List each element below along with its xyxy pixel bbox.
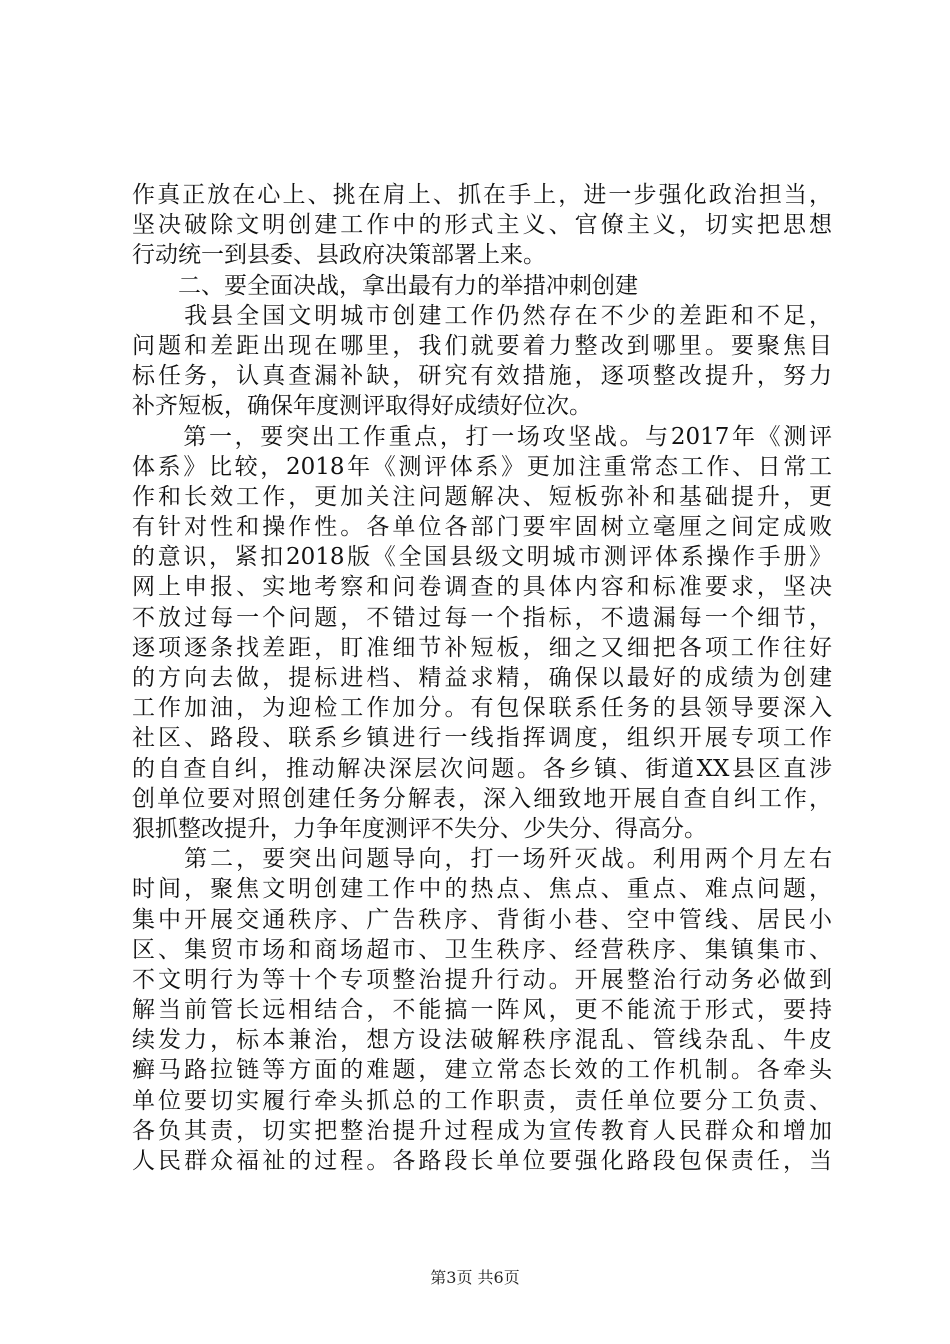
text-line: 人民群众福祉的过程。各路段长单位要强化路段包保责任，当 <box>132 1148 832 1174</box>
text-line: 时间，聚焦文明创建工作中的热点、焦点、重点、难点问题， <box>132 876 832 903</box>
text-line: 的方向去做，提标进档、精益求精，确保以最好的成绩为创建 <box>132 665 832 691</box>
text-line: 坚决破除文明创建工作中的形式主义、官僚主义，切实把思想 <box>132 212 832 239</box>
text-line: 网上申报、实地考察和问卷调查的具体内容和标准要求，坚决 <box>132 574 832 601</box>
text-line: 工作加油，为迎检工作加分。有包保联系任务的县领导要深入 <box>132 695 832 722</box>
section-heading: 二、要全面决战，拿出最有力的举措冲刺创建 <box>132 272 638 299</box>
text-line: 社区、路段、联系乡镇进行一线指挥调度，组织开展专项工作 <box>132 725 832 752</box>
text-line: 集中开展交通秩序、广告秩序、背街小巷、空中管线、居民小 <box>132 906 832 933</box>
text-line: 有针对性和操作性。各单位各部门要牢固树立毫厘之间定成败 <box>132 514 832 541</box>
text-line: 体系》比较，2018年《测评体系》更加注重常态工作、日常工 <box>132 453 832 480</box>
text-line: 的意识，紧扣2018版《全国县级文明城市测评体系操作手册》 <box>132 544 832 571</box>
body-text <box>132 180 832 1176</box>
text-line: 第一，要突出工作重点，打一场攻坚战。与2017年《测评 <box>132 423 832 450</box>
text-line: 补齐短板，确保年度测评取得好成绩好位次。 <box>132 393 592 420</box>
text-line: 单位要切实履行牵头抓总的工作职责，责任单位要分工负责、 <box>132 1087 832 1114</box>
text-line: 各负其责，切实把整治提升过程成为宣传教育人民群众和增加 <box>132 1117 832 1144</box>
page-number-footer: 第3页 共6页 <box>430 1268 520 1287</box>
text-line: 作和长效工作，更加关注问题解决、短板弥补和基础提升，更 <box>132 483 832 510</box>
text-line: 解当前管长远相结合，不能搞一阵风，更不能流于形式，要持 <box>132 997 832 1024</box>
text-line: 标任务，认真查漏补缺，研究有效措施，逐项整改提升，努力 <box>132 363 832 390</box>
text-line: 逐项逐条找差距，盯准细节补短板，细之又细把各项工作往好 <box>132 634 832 661</box>
text-line: 作真正放在心上、挑在肩上、抓在手上，进一步强化政治担当， <box>132 182 832 208</box>
text-line: 不放过每一个问题，不错过每一个指标，不遗漏每一个细节， <box>132 604 832 631</box>
text-line: 的自查自纠，推动解决深层次问题。各乡镇、街道XX县区直涉 <box>132 755 832 782</box>
text-line: 我县全国文明城市创建工作仍然存在不少的差距和不足， <box>132 302 832 329</box>
text-line: 区、集贸市场和商场超市、卫生秩序、经营秩序、集镇集市、 <box>132 936 832 963</box>
text-line: 癣马路拉链等方面的难题，建立常态长效的工作机制。各牵头 <box>132 1057 832 1084</box>
text-line: 问题和差距出现在哪里，我们就要着力整改到哪里。要聚焦目 <box>132 332 832 359</box>
text-line: 狠抓整改提升，力争年度测评不失分、少失分、得高分。 <box>132 815 707 842</box>
text-line: 创单位要对照创建任务分解表，深入细致地开展自查自纠工作， <box>132 785 832 812</box>
text-line: 不文明行为等十个专项整治提升行动。开展整治行动务必做到 <box>132 966 832 993</box>
text-line: 第二，要突出问题导向，打一场歼灭战。利用两个月左右 <box>132 846 832 873</box>
text-line: 行动统一到县委、县政府决策部署上来。 <box>132 242 546 269</box>
text-line: 续发力，标本兼治，想方设法破解秩序混乱、管线杂乱、牛皮 <box>132 1027 832 1054</box>
